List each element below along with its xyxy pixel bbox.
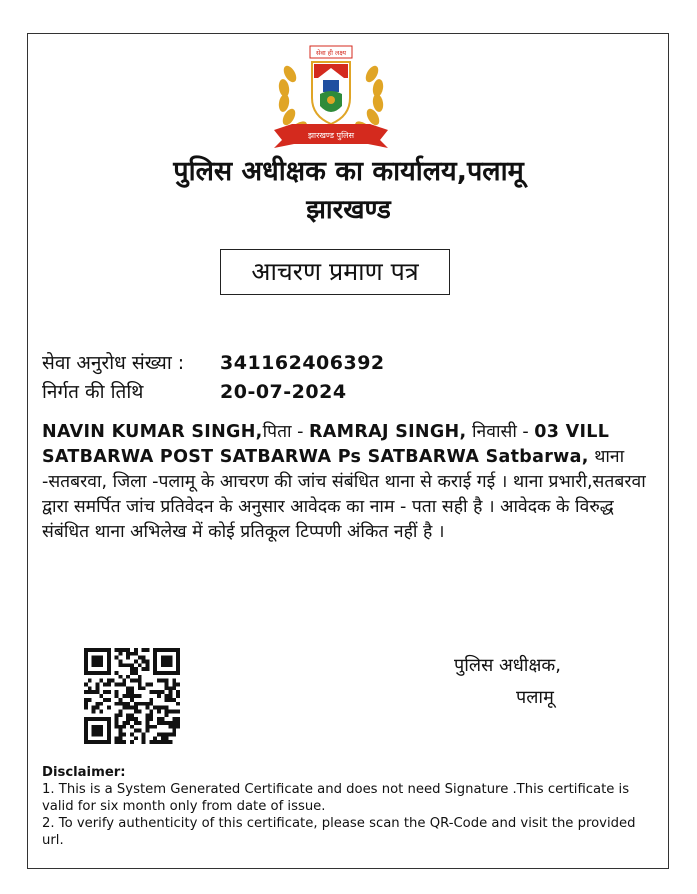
- emblem-motto-text: सेवा ही लक्ष्य: [315, 49, 347, 57]
- service-request-number: 341162406392: [220, 352, 385, 374]
- issue-date-row: [42, 378, 347, 404]
- resident-label: निवासी -: [466, 422, 535, 442]
- disclaimer-point-2: 2. To verify authenticity of this certificate, please scan the QR-Code and visit the provided url.: [42, 816, 636, 848]
- issue-date-label: निर्गत की तिथि: [42, 381, 144, 403]
- applicant-address: 03 VILL SATBARWA POST SATBARWA Ps SATBARWA Satbarwa,: [42, 422, 610, 467]
- service-request-label: सेवा अनुरोध संख्या :: [42, 352, 185, 374]
- signatory-title: पुलिस अधीक्षक,: [454, 655, 561, 676]
- issue-date-value: 20-07-2024: [220, 381, 347, 403]
- body-statement: थाना -सतबरवा, जिला -पलामू के आचरण की जांच संबंधित थाना से कराई गई । थाना प्रभारी,सतबरवा द्वारा समर्पित जांच प्रतिवेदन के अनुसार आवेदक का नाम - पता सही है । आवेदक के विरुद्ध संबंधित थाना अभिलेख में कोई प्रतिकूल टिप्पणी अंकित नहीं है ।: [42, 447, 646, 542]
- disclaimer-block: [42, 764, 652, 849]
- service-request-row: [42, 349, 385, 375]
- disclaimer-heading: Disclaimer:: [42, 765, 126, 780]
- office-title: पुलिस अधीक्षक का कार्यालय,पलामू: [173, 156, 524, 187]
- emblem-banner-text: झारखण्ड पुलिस: [307, 131, 355, 140]
- office-state: झारखण्ड: [306, 195, 391, 225]
- signatory-location: पलामू: [516, 687, 554, 708]
- certificate-title: आचरण प्रमाण पत्र: [220, 249, 450, 295]
- certificate-body: [42, 420, 654, 545]
- father-name: RAMRAJ SINGH,: [309, 422, 467, 442]
- verification-qr-code[interactable]: [84, 648, 180, 744]
- father-label: पिता -: [262, 422, 310, 442]
- applicant-name: NAVIN KUMAR SINGH,: [42, 422, 263, 442]
- jharkhand-police-emblem: [268, 44, 394, 156]
- disclaimer-point-1: 1. This is a System Generated Certificate and does not need Signature .This certificate is valid for six month only from date of issue.: [42, 782, 630, 814]
